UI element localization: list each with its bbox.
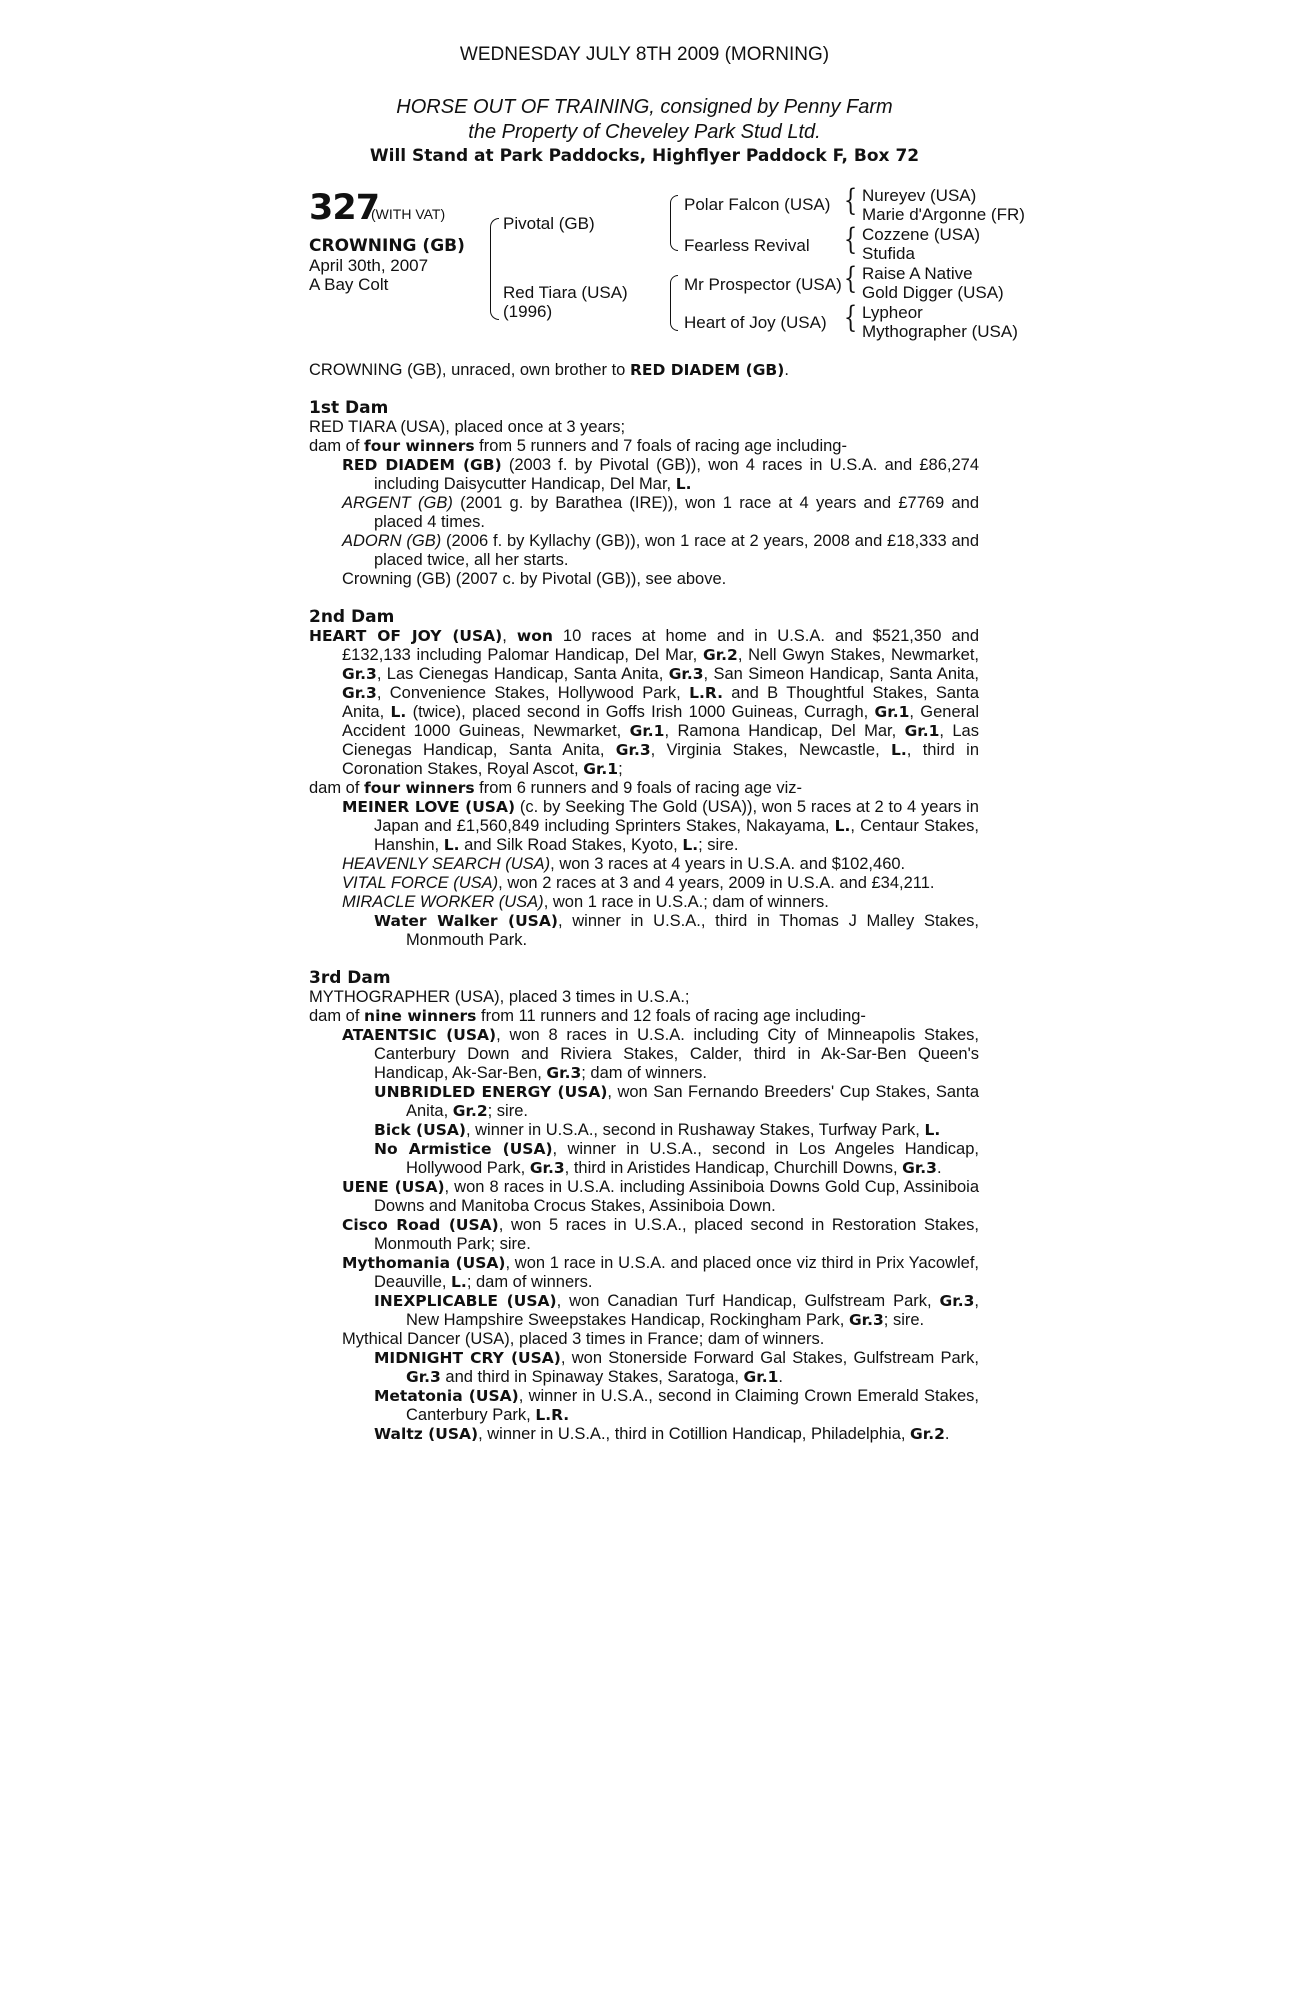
text-line: INEXPLICABLE (USA), won Canadian Turf Handicap, Gulfstream Park, Gr.3, — [374, 1292, 979, 1310]
ancestor-4: Stufida — [862, 244, 915, 263]
text-line: RED TIARA (USA), placed once at 3 years; — [309, 418, 626, 436]
second-dam-heading: 2nd Dam — [309, 607, 395, 627]
text-line: MYTHOGRAPHER (USA), placed 3 times in U.S.A.; — [309, 988, 690, 1006]
text-line: ARGENT (GB) (2001 g. by Barathea (IRE)), won 1 race at 4 years and £7769 and — [342, 494, 979, 512]
sale-date: WEDNESDAY JULY 8TH 2009 (MORNING) — [459, 44, 830, 65]
horse-description: A Bay Colt — [309, 275, 389, 294]
text-line: No Armistice (USA), winner in U.S.A., second in Los Angeles Handicap, — [374, 1140, 979, 1158]
text-line: Anita, L. (twice), placed second in Goffs Irish 1000 Guineas, Curragh, Gr.1, General — [342, 703, 979, 721]
brace-3: { — [843, 261, 858, 296]
intro-line: CROWNING (GB), unraced, own brother to RED DIADEM (GB). — [309, 361, 789, 379]
ancestor-8: Mythographer (USA) — [862, 322, 1018, 341]
brace-4: { — [843, 300, 858, 335]
text-line: Anita, Gr.2; sire. — [406, 1102, 528, 1120]
text-line: dam of four winners from 6 runners and 9 foals of racing age viz- — [309, 779, 803, 797]
text-line: UENE (USA), won 8 races in U.S.A. including Assiniboia Downs Gold Cup, Assiniboia — [342, 1178, 979, 1196]
sire-line-bracket — [670, 195, 678, 251]
text-line: Mythical Dancer (USA), placed 3 times in France; dam of winners. — [342, 1330, 825, 1348]
text-line: Water Walker (USA), winner in U.S.A., third in Thomas J Malley Stakes, — [374, 912, 979, 930]
text-line: HEAVENLY SEARCH (USA), won 3 races at 4 years in U.S.A. and $102,460. — [342, 855, 906, 873]
property-line: the Property of Cheveley Park Stud Ltd. — [468, 121, 821, 143]
dam-line-bracket — [670, 275, 678, 331]
ancestor-6: Gold Digger (USA) — [862, 283, 1004, 302]
dam-year: (1996) — [503, 302, 553, 321]
brace-1: { — [843, 183, 858, 218]
text-line: Handicap, Ak-Sar-Ben, Gr.3; dam of winners. — [374, 1064, 707, 1082]
text-line: RED DIADEM (GB) (2003 f. by Pivotal (GB)), won 4 races in U.S.A. and £86,274 — [342, 456, 979, 474]
text-line: dam of four winners from 5 runners and 7 foals of racing age including- — [309, 437, 847, 455]
text-line: Downs and Manitoba Crocus Stakes, Assiniboia Down. — [374, 1197, 776, 1215]
stand-line: Will Stand at Park Paddocks, Highflyer Paddock F, Box 72 — [369, 146, 920, 166]
ancestor-5: Raise A Native — [862, 264, 973, 283]
text-line: MIRACLE WORKER (USA), won 1 race in U.S.A.; dam of winners. — [342, 893, 829, 911]
text-line: VITAL FORCE (USA), won 2 races at 3 and 4 years, 2009 in U.S.A. and £34,211. — [342, 874, 935, 892]
text-line: Crowning (GB) (2007 c. by Pivotal (GB)), see above. — [342, 570, 727, 588]
lot-number: 327 — [309, 188, 380, 228]
text-line: ATAENTSIC (USA), won 8 races in U.S.A. including City of Minneapolis Stakes, — [342, 1026, 979, 1044]
text-line: including Daisycutter Handicap, Del Mar, L. — [374, 475, 692, 493]
text-line: Canterbury Down and Riviera Stakes, Calder, third in Ak-Sar-Ben Queen's — [374, 1045, 979, 1063]
sire-dam-name: Fearless Revival — [684, 236, 810, 255]
ancestor-3: Cozzene (USA) — [862, 225, 981, 244]
text-line: Mythomania (USA), won 1 race in U.S.A. and placed once viz third in Prix Yacowlef, — [342, 1254, 979, 1272]
text-line: Hollywood Park, Gr.3, third in Aristides Handicap, Churchill Downs, Gr.3. — [406, 1159, 942, 1177]
text-line: MIDNIGHT CRY (USA), won Stonerside Forward Gal Stakes, Gulfstream Park, — [374, 1349, 979, 1367]
text-line: Metatonia (USA), winner in U.S.A., second in Claiming Crown Emerald Stakes, — [374, 1387, 980, 1405]
text-line: Coronation Stakes, Royal Ascot, Gr.1; — [342, 760, 623, 778]
brace-2: { — [843, 222, 858, 257]
horse-name: CROWNING (GB) — [309, 236, 465, 256]
text-line: Canterbury Park, L.R. — [406, 1406, 570, 1424]
ancestor-1: Nureyev (USA) — [862, 186, 977, 205]
first-dam-heading: 1st Dam — [309, 398, 389, 418]
sire-sire-name: Polar Falcon (USA) — [684, 195, 831, 214]
text-line: dam of nine winners from 11 runners and 12 foals of racing age including- — [309, 1007, 866, 1025]
dam-dam-name: Heart of Joy (USA) — [684, 313, 827, 332]
text-line: Accident 1000 Guineas, Newmarket, Gr.1, Ramona Handicap, Del Mar, Gr.1, Las — [342, 722, 979, 740]
dam-sire-name: Mr Prospector (USA) — [684, 275, 842, 294]
dam-name: Red Tiara (USA) — [503, 283, 628, 302]
text-line: Gr.3, Convenience Stakes, Hollywood Park, L.R. and B Thoughtful Stakes, Santa — [342, 684, 979, 702]
text-line: ADORN (GB) (2006 f. by Kyllachy (GB)), won 1 race at 2 years, 2008 and £18,333 and — [342, 532, 980, 550]
text-line: New Hampshire Sweepstakes Handicap, Rockingham Park, Gr.3; sire. — [406, 1311, 925, 1329]
text-line: placed twice, all her starts. — [374, 551, 569, 569]
text-line: Monmouth Park. — [406, 931, 528, 949]
vat-label: (WITH VAT) — [371, 206, 446, 222]
text-line: Waltz (USA), winner in U.S.A., third in Cotillion Handicap, Philadelphia, Gr.2. — [374, 1425, 950, 1443]
pedigree-bracket — [490, 218, 499, 320]
text-line: Deauville, L.; dam of winners. — [374, 1273, 593, 1291]
text-line: Hanshin, L. and Silk Road Stakes, Kyoto, L.; sire. — [374, 836, 739, 854]
consignor-line: HORSE OUT OF TRAINING, consigned by Penny Farm — [396, 96, 893, 118]
foaling-date: April 30th, 2007 — [309, 256, 429, 275]
text-line: £132,133 including Palomar Handicap, Del Mar, Gr.2, Nell Gwyn Stakes, Newmarket, — [342, 646, 979, 664]
text-line: UNBRIDLED ENERGY (USA), won San Fernando Breeders' Cup Stakes, Santa — [374, 1083, 979, 1101]
ancestor-2: Marie d'Argonne (FR) — [862, 205, 1025, 224]
sire-name: Pivotal (GB) — [503, 214, 595, 233]
text-line: Monmouth Park; sire. — [374, 1235, 531, 1253]
text-line: HEART OF JOY (USA), won 10 races at home and in U.S.A. and $521,350 and — [309, 627, 979, 645]
ancestor-7: Lypheor — [862, 303, 923, 322]
text-line: Cienegas Handicap, Santa Anita, Gr.3, Virginia Stakes, Newcastle, L., third in — [342, 741, 979, 759]
text-line: placed 4 times. — [374, 513, 485, 531]
third-dam-heading: 3rd Dam — [309, 968, 391, 988]
text-line: MEINER LOVE (USA) (c. by Seeking The Gold (USA)), won 5 races at 2 to 4 years in — [342, 798, 979, 816]
text-line: Gr.3, Las Cienegas Handicap, Santa Anita, Gr.3, San Simeon Handicap, Santa Anita, — [342, 665, 980, 683]
text-line: Cisco Road (USA), won 5 races in U.S.A., placed second in Restoration Stakes, — [342, 1216, 979, 1234]
text-line: Japan and £1,560,849 including Sprinters Stakes, Nakayama, L., Centaur Stakes, — [374, 817, 979, 835]
text-line: Gr.3 and third in Spinaway Stakes, Saratoga, Gr.1. — [406, 1368, 783, 1386]
text-line: Bick (USA), winner in U.S.A., second in Rushaway Stakes, Turfway Park, L. — [374, 1121, 941, 1139]
